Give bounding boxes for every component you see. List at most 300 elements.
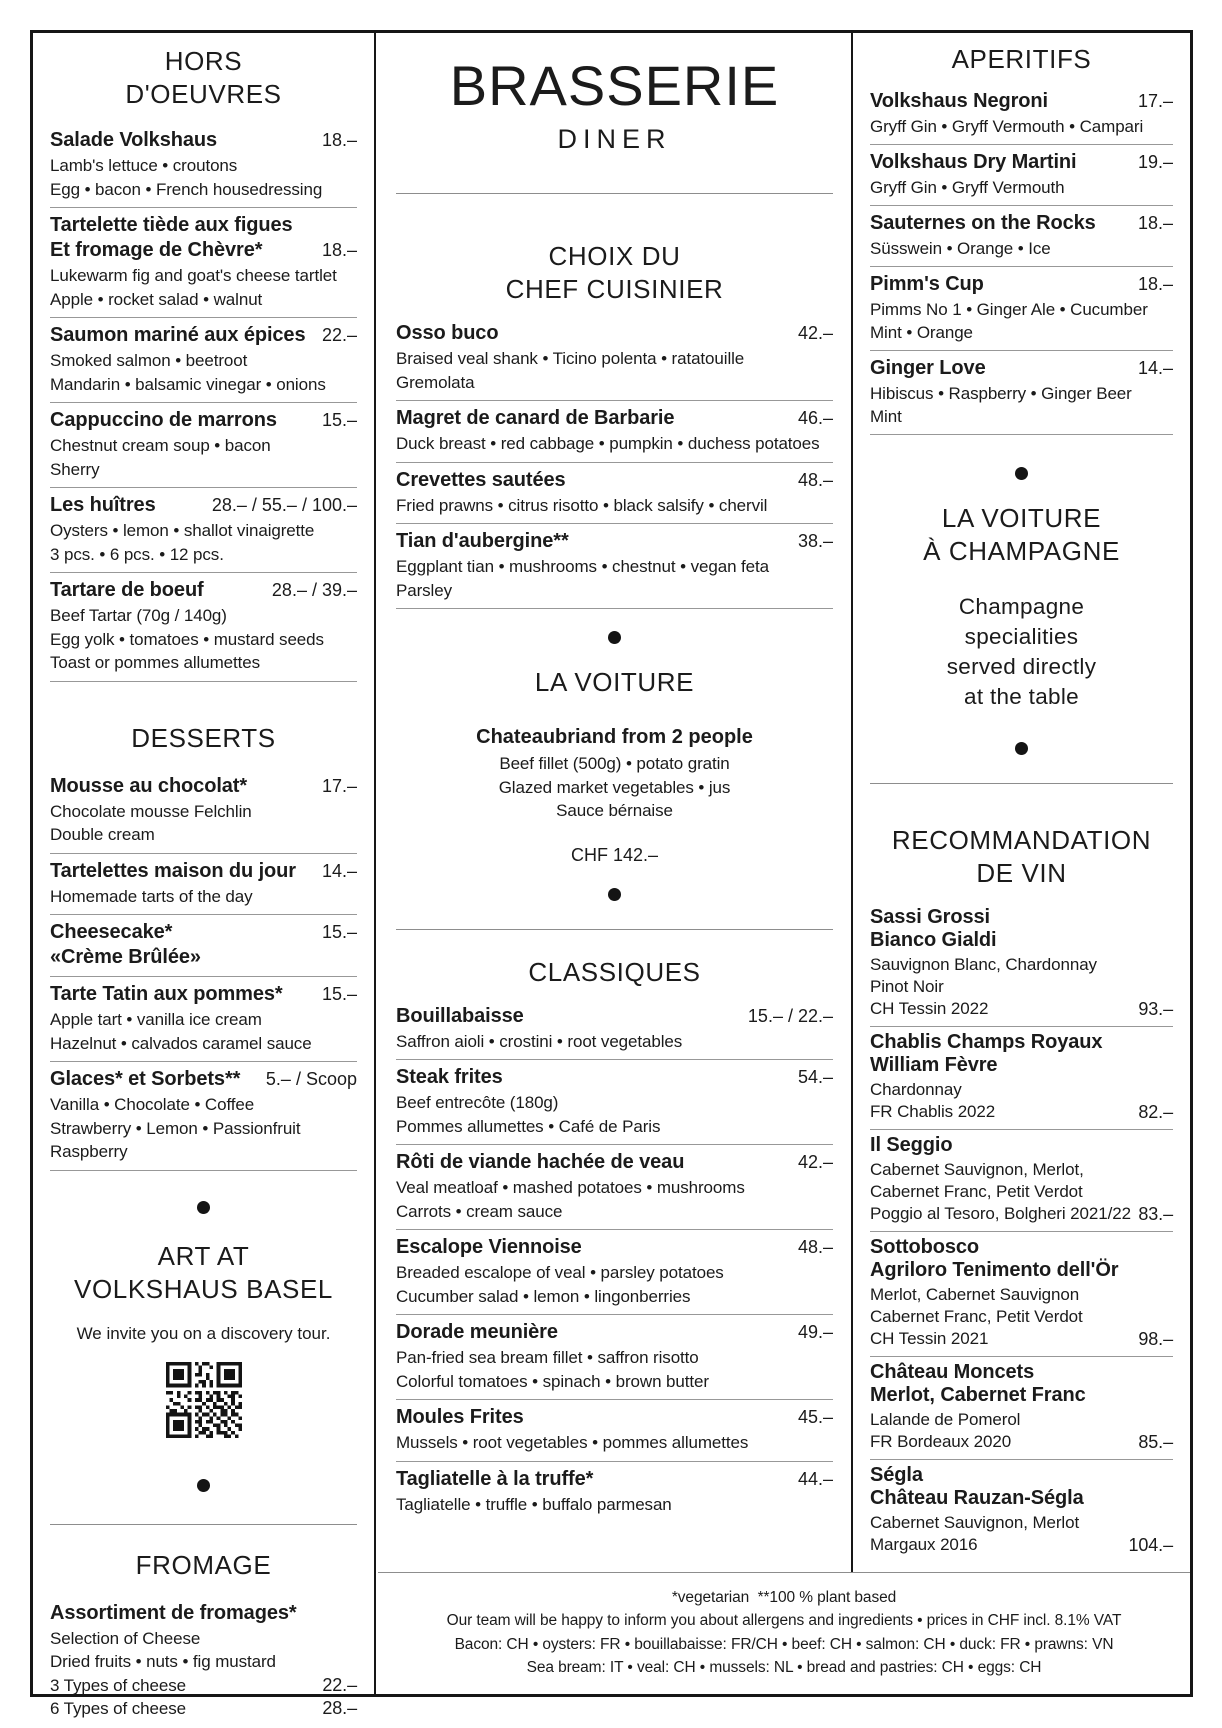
text-line: Raspberry	[50, 1142, 128, 1161]
wine-item	[870, 1026, 1173, 1129]
menu-item	[396, 1229, 833, 1314]
item-name	[396, 1320, 558, 1345]
item-name	[396, 1235, 582, 1260]
item-price: 18.–	[1137, 274, 1173, 294]
menu-item	[50, 976, 357, 1061]
item-price: 19.–	[1137, 152, 1173, 172]
item-name	[870, 356, 986, 381]
item-description	[870, 237, 1173, 260]
footnote-origins-2: Sea bream: IT • veal: CH • mussels: NL • bread and pastries: CH • eggs: CH	[526, 1659, 1042, 1676]
text-line: Saffron aioli • crostini • root vegetables	[396, 1031, 683, 1051]
wine-description	[870, 1159, 1173, 1203]
text-line: Les huîtres	[50, 494, 156, 516]
wine-description	[870, 1512, 1173, 1534]
menu-item	[396, 1059, 833, 1144]
item-description	[50, 800, 357, 847]
item-price: 15.–	[321, 410, 357, 430]
text-line: Cabernet Sauvignon, Merlot	[870, 1513, 1080, 1532]
item-price: 18.–	[321, 130, 357, 150]
section-title-art	[50, 1240, 357, 1306]
item-name	[396, 529, 569, 554]
text-line: Mint	[870, 407, 902, 426]
item-description	[870, 382, 1173, 428]
text-line: Chablis Champs Royaux	[870, 1031, 1103, 1053]
item-description	[396, 752, 833, 823]
menu-item	[50, 207, 357, 317]
menu-item	[50, 1596, 357, 1726]
item-name	[50, 578, 204, 603]
section-title-desserts	[50, 722, 357, 755]
column-right	[851, 33, 1190, 1572]
item-description	[396, 555, 833, 602]
text-line: Salade Volkshaus	[50, 129, 217, 151]
text-line: Hazelnut • calvados caramel sauce	[50, 1033, 312, 1053]
menu-item	[396, 400, 833, 462]
text-line: Ginger Love	[870, 357, 986, 379]
menu-item	[870, 350, 1173, 434]
text-line: Chocolate mousse Felchlin	[50, 801, 252, 821]
footnote-origins-1: Bacon: CH • oysters: FR • bouillabaisse: FR/CH • beef: CH • salmon: CH • duck: FR • prawns: VN	[454, 1635, 1114, 1653]
item-description	[50, 519, 357, 566]
item-price: 45.–	[797, 1407, 833, 1427]
text-line: Toast or pommes allumettes	[50, 653, 260, 672]
item-description	[396, 432, 833, 456]
text-line: À CHAMPAGNE	[923, 536, 1120, 566]
wine-price: 104.–	[1128, 1535, 1173, 1555]
menu-page-frame	[30, 30, 1193, 1718]
item-name	[396, 1004, 524, 1029]
text-line: Saumon mariné aux épices	[50, 324, 306, 346]
item-description	[396, 1346, 833, 1393]
item-name	[396, 1467, 593, 1492]
item-price: 15.– / 22.–	[747, 1005, 833, 1026]
art-invite-text: We invite you on a discovery tour.	[76, 1323, 331, 1343]
item-description	[396, 494, 833, 518]
text-line: Tagliatelle • truffle • buffalo parmesan	[396, 1494, 672, 1514]
item-name	[870, 272, 984, 297]
menu-item	[396, 1399, 833, 1461]
qr-code	[166, 1362, 242, 1438]
item-price: 42.–	[797, 1152, 833, 1172]
item-description	[396, 1493, 833, 1517]
text-line: Tagliatelle à la truffe*	[396, 1467, 594, 1490]
text-line: Bouillabaisse	[396, 1004, 524, 1027]
item-price: 22.–	[321, 325, 357, 345]
section-title-choix-du-chef	[396, 240, 833, 306]
text-line: Oysters • lemon • shallot vinaigrette	[50, 521, 315, 540]
option-price: 22.–	[322, 1674, 357, 1695]
text-line: Pimm's Cup	[870, 273, 984, 295]
option-label: 6 Types of cheese	[50, 1698, 186, 1718]
item-price: 42.–	[797, 323, 833, 343]
chef-list	[396, 316, 833, 609]
wine-origin: Margaux 2016	[870, 1535, 978, 1554]
item-name	[396, 321, 498, 346]
item-name	[50, 1067, 240, 1092]
item-price: 38.–	[797, 531, 833, 551]
wine-price: 83.–	[1138, 1204, 1173, 1224]
menu-item	[50, 769, 357, 853]
item-price: 18.–	[1137, 213, 1173, 233]
menu-item	[396, 1314, 833, 1399]
text-line: Veal meatloaf • mashed potatoes • mushrooms	[396, 1178, 745, 1197]
item-description	[396, 1030, 833, 1054]
option-price: 28.–	[322, 1697, 357, 1718]
menu-item	[50, 317, 357, 402]
wine-price: 98.–	[1138, 1329, 1173, 1349]
aperitifs-list	[870, 84, 1173, 435]
item-price: 17.–	[1137, 91, 1173, 111]
wine-origin: Poggio al Tesoro, Bolgheri 2021/22	[870, 1204, 1131, 1223]
menu-item	[50, 1061, 357, 1170]
menu-item	[50, 487, 357, 572]
item-price: 54.–	[797, 1067, 833, 1087]
text-line: Chardonnay	[870, 1080, 962, 1099]
text-line: Duck breast • red cabbage • pumpkin • duchess potatoes	[396, 434, 820, 453]
hors-doeuvres-list	[50, 123, 357, 682]
item-price: 18.–	[321, 240, 357, 260]
text-line: Beef entrecôte (180g)	[396, 1093, 559, 1112]
text-line: ART AT	[157, 1240, 250, 1271]
menu-subtitle: DINER	[557, 124, 672, 154]
text-line: Château Moncets	[870, 1361, 1035, 1383]
wine-item	[870, 1459, 1173, 1562]
text-line: specialities	[964, 624, 1079, 649]
item-price: 15.–	[321, 984, 357, 1004]
text-line: Bianco Gialdi	[870, 929, 997, 951]
text-line: Pinot Noir	[870, 977, 944, 996]
text-line: Pommes allumettes • Café de Paris	[396, 1116, 661, 1136]
text-line: CHOIX DU	[548, 241, 681, 271]
menu-item	[50, 572, 357, 681]
menu-item	[396, 462, 833, 524]
wine-price: 85.–	[1138, 1432, 1173, 1452]
text-line: Fried prawns • citrus risotto • black salsify • chervil	[396, 495, 768, 515]
text-line: Vanilla • Chocolate • Coffee	[50, 1095, 255, 1114]
item-price: 17.–	[321, 775, 357, 796]
item-description	[50, 349, 357, 396]
text-line: Tartelettes maison du jour	[50, 859, 296, 882]
text-line: Château Rauzan-Ségla	[870, 1487, 1084, 1509]
item-description	[870, 115, 1173, 138]
text-line: Merlot, Cabernet Sauvignon	[870, 1285, 1080, 1304]
item-description	[870, 298, 1173, 344]
text-line: CHEF CUISINIER	[505, 274, 724, 304]
wine-item	[870, 1356, 1173, 1459]
text-line: Chestnut cream soup • bacon	[50, 436, 271, 455]
item-description	[396, 1176, 833, 1223]
section-title-la-voiture	[396, 666, 833, 699]
item-name	[50, 323, 305, 348]
option-label: 3 Types of cheese	[50, 1675, 186, 1695]
text-line: Egg • bacon • French housedressing	[50, 179, 323, 199]
text-line: Tartelette tiède aux figues	[50, 214, 293, 236]
wine-name	[870, 1464, 1173, 1510]
cheese-option-row	[50, 1697, 357, 1720]
item-price: 15.–	[321, 922, 357, 942]
text-line: LA VOITURE	[941, 503, 1102, 533]
wine-list	[870, 902, 1173, 1562]
text-line: Gryff Gin • Gryff Vermouth	[870, 178, 1065, 197]
wine-price: 82.–	[1138, 1102, 1173, 1122]
item-price: 28.– / 55.– / 100.–	[211, 495, 357, 515]
item-description	[50, 1093, 357, 1164]
item-name	[870, 150, 1076, 175]
wine-origin: FR Bordeaux 2020	[870, 1432, 1012, 1451]
item-price: 48.–	[797, 1237, 833, 1257]
wine-name	[870, 1134, 1173, 1157]
item-price: 28.– / 39.–	[271, 580, 357, 600]
text-line: Süsswein • Orange • Ice	[870, 239, 1051, 258]
text-line: Dorade meunière	[396, 1321, 558, 1343]
text-line: Gremolata	[396, 372, 475, 392]
item-name	[50, 920, 201, 970]
text-line: Homemade tarts of the day	[50, 886, 253, 906]
menu-item	[870, 84, 1173, 144]
item-price: 5.– / Scoop	[265, 1069, 357, 1089]
menu-item	[50, 914, 357, 976]
cheese-option-row	[50, 1674, 357, 1697]
wine-item	[870, 1129, 1173, 1231]
item-price: 14.–	[1137, 358, 1173, 378]
text-line: DE VIN	[976, 858, 1067, 888]
text-line: HORS	[164, 46, 243, 76]
item-name	[50, 408, 277, 433]
item-description	[870, 176, 1173, 199]
text-line: Sauvignon Blanc, Chardonnay	[870, 955, 1097, 974]
text-line: Magret de canard de Barbarie	[396, 407, 675, 429]
text-line: Sottobosco	[870, 1236, 979, 1258]
text-line: Cabernet Sauvignon, Merlot,	[870, 1160, 1084, 1179]
section-dot	[197, 1201, 210, 1214]
wine-origin: CH Tessin 2022	[870, 999, 989, 1018]
menu-item	[870, 266, 1173, 350]
wine-description	[870, 1284, 1173, 1328]
wine-origin: CH Tessin 2021	[870, 1329, 989, 1348]
text-line: Pimms No 1 • Ginger Ale • Cucumber	[870, 300, 1148, 319]
text-line: Mint • Orange	[870, 323, 973, 342]
menu-item	[870, 144, 1173, 205]
text-line: Agriloro Tenimento dell'Ör	[870, 1259, 1119, 1281]
wine-name	[870, 1361, 1173, 1407]
text-line: Braised veal shank • Ticino polenta • ratatouille	[396, 349, 745, 368]
text-line: RECOMMANDATION	[891, 825, 1152, 855]
text-line: Crevettes sautées	[396, 468, 566, 491]
text-line: Sassi Grossi	[870, 906, 990, 928]
wine-description	[870, 1409, 1173, 1431]
item-price: 14.–	[321, 860, 357, 881]
text-line: Volkshaus Dry Martini	[870, 151, 1077, 173]
item-name	[50, 982, 283, 1007]
wine-name	[870, 1031, 1173, 1077]
text-line: D'OEUVRES	[125, 79, 282, 109]
section-dot	[197, 1479, 210, 1492]
wine-item	[870, 1231, 1173, 1356]
menu-item	[396, 1144, 833, 1229]
wine-description	[870, 1079, 1173, 1101]
text-line: Et fromage de Chèvre*	[50, 239, 263, 261]
text-line: Moules Frites	[396, 1406, 524, 1428]
text-line: Cheesecake*	[50, 921, 173, 943]
text-line: Tian d'aubergine**	[396, 530, 569, 552]
wine-origin: FR Chablis 2022	[870, 1102, 996, 1121]
item-name	[870, 211, 1096, 236]
text-line: at the table	[964, 684, 1079, 709]
column-left	[33, 33, 376, 1718]
item-name	[396, 1150, 684, 1175]
menu-item	[870, 205, 1173, 266]
text-line: VOLKSHAUS BASEL	[74, 1273, 333, 1304]
section-dot	[608, 631, 621, 644]
text-line: Strawberry • Lemon • Passionfruit	[50, 1118, 301, 1138]
champagne-description	[870, 592, 1173, 712]
text-line: Glazed market vegetables • jus	[498, 777, 731, 797]
text-line: Mussels • root vegetables • pommes allumettes	[396, 1433, 749, 1452]
text-line: Lamb's lettuce • croutons	[50, 156, 238, 175]
text-line: Cappuccino de marrons	[50, 409, 277, 431]
text-line: Ségla	[870, 1464, 923, 1486]
menu-item	[50, 402, 357, 487]
text-line: FROMAGE	[135, 1549, 272, 1580]
menu-item	[396, 523, 833, 608]
item-name	[870, 89, 1048, 114]
item-description	[50, 434, 357, 481]
text-line: Mandarin • balsamic vinegar • onions	[50, 374, 326, 394]
item-description	[396, 1091, 833, 1138]
item-description	[396, 1261, 833, 1308]
text-line: Eggplant tian • mushrooms • chestnut • vegan feta	[396, 557, 770, 576]
desserts-list	[50, 769, 357, 1171]
item-name	[50, 128, 217, 153]
wine-description	[870, 954, 1173, 998]
item-name	[396, 468, 566, 493]
item-description	[50, 154, 357, 201]
text-line: «Crème Brûlée»	[50, 946, 201, 968]
text-line: Steak frites	[396, 1066, 503, 1088]
item-price: 44.–	[797, 1468, 833, 1489]
text-line: Lukewarm fig and goat's cheese tartlet	[50, 266, 337, 285]
text-line: Escalope Viennoise	[396, 1236, 582, 1258]
text-line: Double cream	[50, 825, 155, 844]
item-description	[396, 347, 833, 394]
wine-price: 93.–	[1138, 999, 1173, 1019]
text-line: Glaces* et Sorbets**	[50, 1068, 241, 1090]
text-line: Carrots • cream sauce	[396, 1201, 563, 1221]
item-name	[50, 774, 247, 799]
item-price: 49.–	[797, 1322, 833, 1342]
item-description	[50, 264, 357, 311]
section-title-hors-doeuvres	[50, 39, 357, 111]
text-line: APERITIFS	[951, 44, 1092, 74]
column-middle	[378, 33, 851, 1572]
text-line: Colorful tomatoes • spinach • brown butter	[396, 1371, 709, 1391]
text-line: Beef Tartar (70g / 140g)	[50, 606, 227, 625]
section-title-fromage	[50, 1549, 357, 1582]
menu-item	[50, 123, 357, 207]
item-name	[50, 1601, 297, 1626]
text-line: Pan-fried sea bream fillet • saffron risotto	[396, 1348, 699, 1367]
text-line: Apple • rocket salad • walnut	[50, 289, 263, 309]
wine-name	[870, 906, 1173, 952]
text-line: Selection of Cheese	[50, 1628, 201, 1648]
text-line: Sauce bérnaise	[556, 801, 673, 820]
text-line: DESSERTS	[131, 722, 276, 753]
item-description	[50, 604, 357, 675]
item-price: 46.–	[797, 408, 833, 428]
text-line: 3 pcs. • 6 pcs. • 12 pcs.	[50, 544, 224, 564]
text-line: served directly	[946, 654, 1097, 679]
section-title-voiture-champagne	[870, 502, 1173, 568]
section-dot	[1015, 467, 1028, 480]
text-line: Cucumber salad • lemon • lingonberries	[396, 1286, 691, 1306]
item-name: Chateaubriand from 2 people	[476, 726, 753, 748]
section-dot	[608, 888, 621, 901]
section-title-recommandation-de-vin	[870, 824, 1173, 890]
restaurant-title: BRASSERIE	[449, 54, 780, 117]
section-title-classiques	[396, 956, 833, 989]
text-line: Beef fillet (500g) • potato gratin	[499, 754, 730, 773]
text-line: Hibiscus • Raspberry • Ginger Beer	[870, 384, 1132, 403]
item-description	[50, 885, 357, 909]
menu-item	[396, 316, 833, 400]
item-name	[50, 859, 296, 884]
text-line: Smoked salmon • beetroot	[50, 351, 248, 370]
text-line: LA VOITURE	[534, 667, 695, 697]
classiques-list	[396, 999, 833, 1523]
text-line: Rôti de viande hachée de veau	[396, 1151, 685, 1173]
menu-item	[396, 1461, 833, 1523]
text-line: Dried fruits • nuts • fig mustard	[50, 1652, 276, 1671]
item-price: CHF 142.–	[570, 844, 659, 865]
item-name	[396, 1065, 503, 1090]
text-line: Egg yolk • tomatoes • mustard seeds	[50, 629, 324, 649]
wine-name	[870, 1236, 1173, 1282]
separator-rule	[50, 1524, 357, 1525]
text-line: Mousse au chocolat*	[50, 774, 248, 797]
text-line: Osso buco	[396, 322, 499, 344]
item-description	[50, 1008, 357, 1055]
item-name	[50, 493, 156, 518]
footer	[378, 1572, 1190, 1692]
text-line: Merlot, Cabernet Franc	[870, 1384, 1086, 1406]
section-title-aperitifs	[870, 43, 1173, 76]
item-name	[50, 213, 293, 263]
text-line: Sauternes on the Rocks	[870, 212, 1096, 234]
text-line: Cabernet Franc, Petit Verdot	[870, 1182, 1083, 1201]
item-price: 48.–	[797, 469, 833, 490]
text-line: CLASSIQUES	[528, 956, 701, 987]
text-line: Tartare de boeuf	[50, 579, 204, 601]
text-line: Breaded escalope of veal • parsley potatoes	[396, 1263, 724, 1282]
text-line: Champagne	[958, 594, 1085, 619]
text-line: Cabernet Franc, Petit Verdot	[870, 1307, 1083, 1326]
qr-code-wrap	[50, 1362, 357, 1443]
text-line: Lalande de Pomerol	[870, 1410, 1021, 1429]
footnote-vegetarian: *vegetarian **100 % plant based	[671, 1588, 897, 1606]
text-line: Sherry	[50, 459, 100, 479]
text-line: Gryff Gin • Gryff Vermouth • Campari	[870, 117, 1144, 136]
menu-item	[50, 853, 357, 915]
wine-item	[870, 902, 1173, 1026]
text-line: Tarte Tatin aux pommes*	[50, 983, 283, 1005]
text-line: Volkshaus Negroni	[870, 90, 1048, 112]
text-line: Parsley	[396, 580, 452, 600]
text-line: William Fèvre	[870, 1054, 998, 1076]
text-line: Assortiment de fromages*	[50, 1601, 297, 1624]
section-dot	[1015, 742, 1028, 755]
item-description	[396, 1431, 833, 1455]
separator-rule	[870, 783, 1173, 784]
